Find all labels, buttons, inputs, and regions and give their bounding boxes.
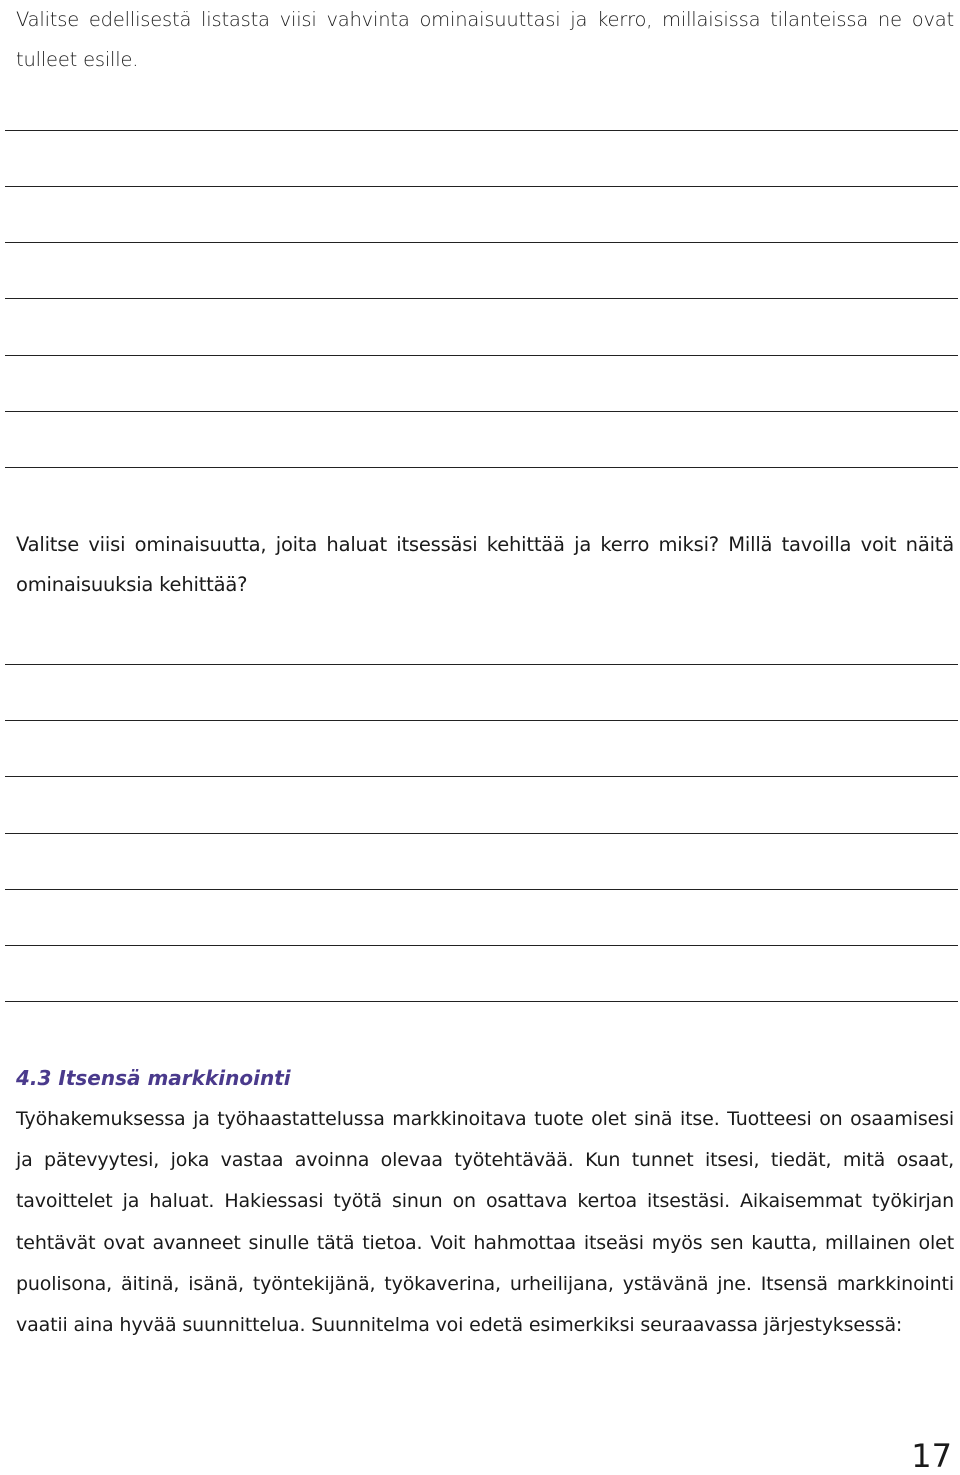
answer-line[interactable] xyxy=(5,889,958,890)
answer-line[interactable] xyxy=(5,186,958,187)
exercise-prompt-strengths: Valitse edellisestä listasta viisi vahvinta ominaisuuttasi ja kerro, millaisissa tilanteissa ne ovat tulleet esille. xyxy=(16,8,954,71)
answer-line[interactable] xyxy=(5,467,958,468)
answer-line[interactable] xyxy=(5,130,958,131)
answer-line[interactable] xyxy=(5,355,958,356)
answer-line[interactable] xyxy=(5,664,958,665)
page-number: 17 xyxy=(911,1437,952,1475)
answer-line[interactable] xyxy=(5,720,958,721)
section-heading: 4.3 Itsensä markkinointi xyxy=(16,1066,291,1090)
answer-line[interactable] xyxy=(5,776,958,777)
answer-line[interactable] xyxy=(5,298,958,299)
answer-line[interactable] xyxy=(5,945,958,946)
section-body-text: Työhakemuksessa ja työhaastattelussa markkinoitava tuote olet sinä itse. Tuotteesi on osaamisesi ja pätevyytesi, joka vastaa avoinna olevaa työtehtävää. Kun tunnet itsesi, tiedät, mitä osaat, tavoittelet ja haluat. Hakiessasi työtä sinun on osattava kertoa itsestäsi. Aikaisemmat työkirjan tehtävät ovat avanneet sinulle tätä tietoa. Voit hahmottaa itseäsi myös sen kautta, millainen olet puolisona, äitinä, isänä, työntekijänä, työkaverina, urheilijana, ystävänä jne. Itsensä markkinointi vaatii aina hyvää suunnittelua. Suunnitelma voi edetä esimerkiksi seuraavassa järjestyksessä: xyxy=(16,1108,954,1337)
exercise-prompt-development: Valitse viisi ominaisuutta, joita haluat itsessäsi kehittää ja kerro miksi? Millä tavoilla voit näitä ominaisuuksia kehittää? xyxy=(16,533,954,596)
answer-line[interactable] xyxy=(5,411,958,412)
answer-line[interactable] xyxy=(5,1001,958,1002)
answer-line[interactable] xyxy=(5,242,958,243)
answer-line[interactable] xyxy=(5,833,958,834)
